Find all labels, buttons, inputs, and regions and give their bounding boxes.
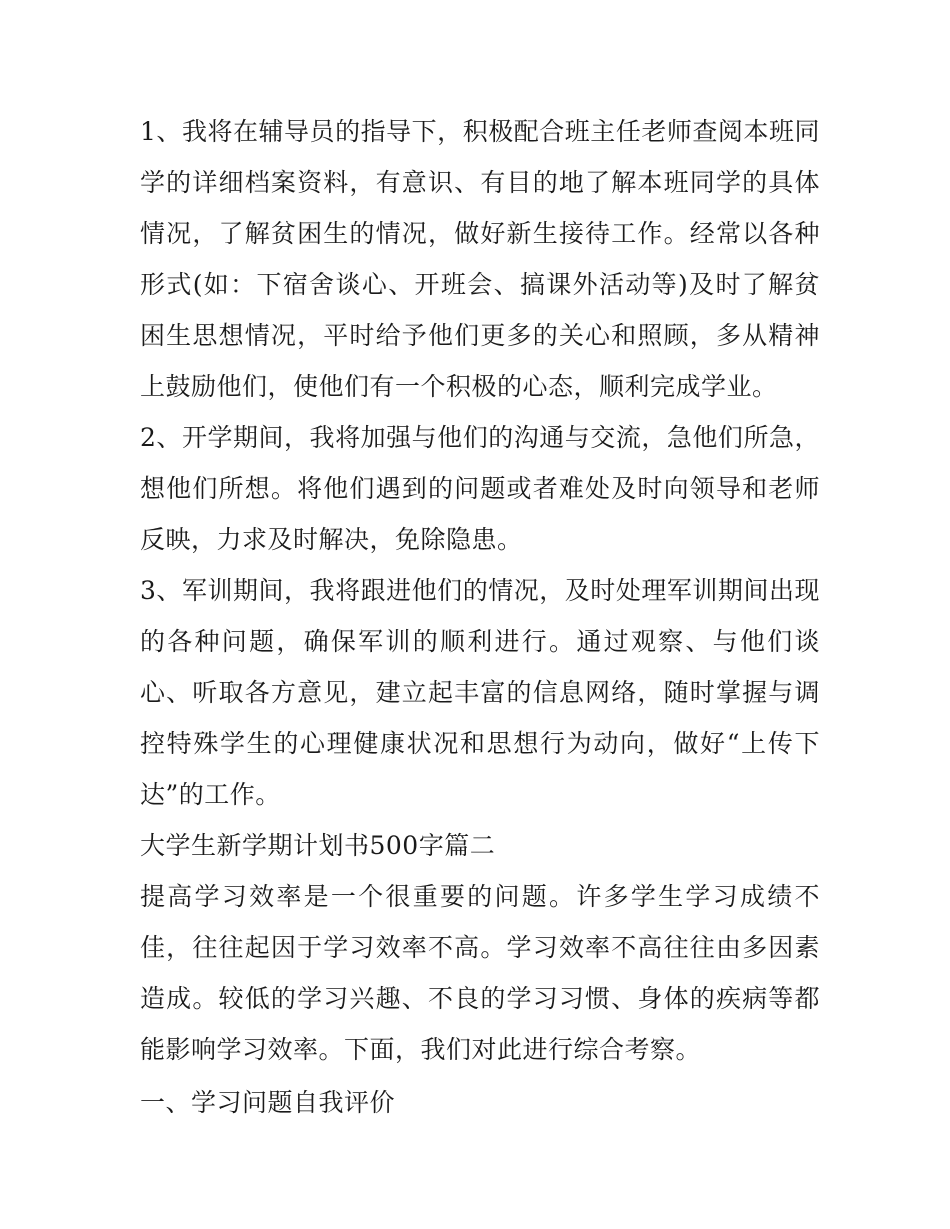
paragraph-item-3: 3、军训期间，我将跟进他们的情况，及时处理军训期间出现的各种问题，确保军训的顺利进行。通过观察、与他们谈心、听取各方意见，建立起丰富的信息网络，随时掌握与调控特殊学生的心理健康状况和思想行为动向，做好“上传下达”的工作。 xyxy=(140,576,820,809)
paragraph-item-2: 2、开学期间，我将加强与他们的沟通与交流，急他们所急，想他们所想。将他们遇到的问题或者难处及时向领导和老师反映，力求及时解决，免除隐患。 xyxy=(140,423,820,554)
subheading: 一、学习问题自我评价 xyxy=(140,1088,396,1117)
intro-paragraph: 提高学习效率是一个很重要的问题。许多学生学习成绩不佳，往往起因于学习效率不高。学习效率不高往往由多因素造成。较低的学习兴趣、不良的学习习惯、身体的疾病等都能影响学习效率。下面，我们对此进行综合考察。 xyxy=(140,882,820,1064)
paragraph-item-1: 1、我将在辅导员的指导下，积极配合班主任老师查阅本班同学的详细档案资料，有意识、有目的地了解本班同学的具体情况，了解贫困生的情况，做好新生接待工作。经常以各种形式(如：下宿舍谈心、开班会、搞课外活动等)及时了解贫困生思想情况，平时给予他们更多的关心和照顾，多从精神上鼓励他们，使他们有一个积极的心态，顺利完成学业。 xyxy=(140,117,820,401)
section-title: 大学生新学期计划书500字篇二 xyxy=(140,831,496,860)
document-body xyxy=(140,106,820,1128)
